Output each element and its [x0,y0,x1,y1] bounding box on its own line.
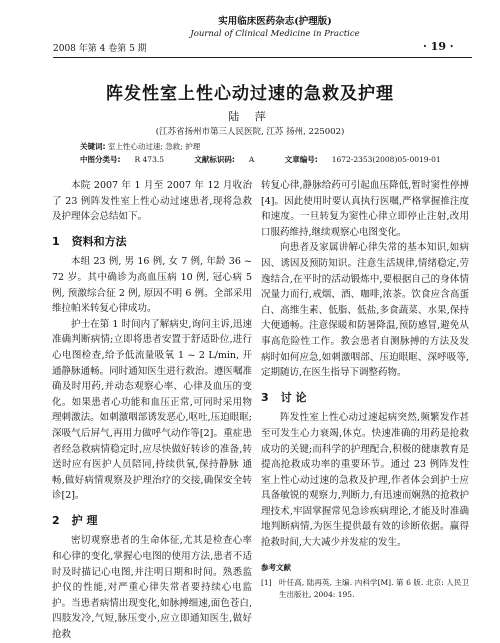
section-number: 3 [261,390,269,404]
issue-info: 2008 年第 4 卷第 5 期 [53,44,147,54]
body-paragraph: 转复心律,静脉给药可引起血压降低,暂时窦性停搏[4]。因此使用时要认真执行医嘱,严格掌握推注度和速度。一旦转复为窦性心律立即停止注射,改用口服药维持,继续观察心电图变化。 [261,180,469,238]
section-title: 资料和方法 [71,234,127,248]
intro-paragraph: 本院 2007 年 1 月至 2007 年 12 月收治了 23 例阵发性室上性心动过速患者,现将急救及护理体会总结如下。 [52,180,252,223]
article-no-value: 1672-2353(2008)05-0019-01 [331,155,441,164]
classification-line [80,154,469,165]
section-number: 1 [52,234,60,248]
reference-text: 叶任高, 陆再英, 主编. 内科学[M]. 第 6 版. 北京: 人民卫生出版社, 2004: 195. [279,578,469,600]
article-author: 陆 萍 [228,110,272,123]
doc-code-value: A [248,155,255,164]
references-heading: 参考文献 [261,562,291,572]
header-rule [53,57,472,58]
section-heading-1 [52,234,252,250]
section-title: 护 理 [71,513,98,527]
keywords-label: 关键词: [80,142,106,151]
doc-code-label: 文献标识码: [194,155,235,164]
author-affiliation: (江苏省扬州市第三人民医院, 江苏 扬州, 225002) [155,127,345,137]
body-paragraph: 护士在第 1 时间内了解病史,询问主诉,迅速准确判断病情;立即将患者安置于舒适卧位,进行心电图检查,给予低流量吸氧 1 ~ 2 L/min, 开通静脉通畅。同时通知医生进行救治。遵医嘱准确及时用药,并动态观察心率、心律及血压的变化。如果患者心功能和血压正常,可同时采用物理刺激法。如刺激咽部诱发恶心,呕吐,压迫眼眶;深吸气后屏气,再用力做呼气动作等[2]。重症患者经急救病情稳定时,应尽快做好转诊的准备,转送时应有医护人员陪同,持续供氧,保持静脉 通畅,做好病情观察及护理治疗的交接,确保安全转诊[2]。 [52,318,252,502]
right-column [261,178,469,601]
body-paragraph: 向患者及家属讲解心律失常的基本知识,如病因、诱因及预防知识。注意生活规律,情绪稳定,劳逸结合,在平时的活动锻炼中,要根据自己的身体情况量力而行,戒烟、酒、咖啡,浓茶。饮食应含高蛋白、高维生素、低脂、低盐,多食蔬菜、水果,保持大便通畅。注意保暖和防暑降温,预防感冒,避免从事高危险性工作。教会患者自测脉搏的方法及发病时如何应急,如刺激咽部、压迫眼眶、深呼吸等,定期随访,在医生指导下调整药物。 [261,242,469,379]
section-title: 讨 论 [280,390,307,404]
section-number: 2 [52,513,60,527]
clc-label: 中图分类号: [80,155,121,164]
keywords-line [80,141,200,152]
section-heading-3 [261,390,469,406]
reference-item [261,577,469,601]
keywords-value: 室上性心动过速; 急救; 护理 [107,142,201,151]
body-paragraph: 阵发性室上性心动过速起病突然,频繁发作甚至可发生心力衰竭,休克。快速准确的用药是抢救成功的关键;而科学的护理配合,积极的健康教育是提高抢救成功率的重要环节。通过 23 例阵发性室上性心动过速的急救及护理,作者体会到护士应具备敏锐的观察力,判断力,有迅速而娴熟的抢救护理技术,牢固掌握常见急诊疾病理论,才能及时准确地判断病情,为医生提供最有效的诊断依据。赢得抢救时间,大大减少并发症的发生。 [261,412,469,549]
journal-name-cn: 实用临床医药杂志(护理版) [218,16,332,27]
clc-value: R 473.5 [134,155,165,164]
body-paragraph: 密切观察患者的生命体征,尤其是检查心率和心律的变化,掌握心电图的使用方法,患者不适时及时描记心电图,并注明日期和时间。熟悉监护仪的性能,对严重心律失常者要持续心电监护。当患者病情出现变化,如脉搏细速,面色苍白,四肢发冷,气短,脉压变小,应立即通知医生,做好抢救 [52,535,252,641]
section-heading-2 [52,513,252,529]
journal-masthead [170,16,380,41]
page-number: · 19 · [423,40,454,53]
journal-name-en: Journal of Clinical Medicine in Practice [190,29,360,39]
reference-number: [1] [261,578,272,588]
left-column [52,178,252,643]
article-title: 阵发性室上性心动过速的急救及护理 [106,84,394,104]
body-paragraph: 本组 23 例, 男 16 例, 女 7 例, 年龄 36 ~ 72 岁。其中确诊为高血压病 10 例, 冠心病 5 例, 预激综合征 2 例, 原因不明 6 例。全部采用维拉帕米转复心律成功。 [52,256,252,315]
article-no-label: 文章编号: [284,155,318,164]
